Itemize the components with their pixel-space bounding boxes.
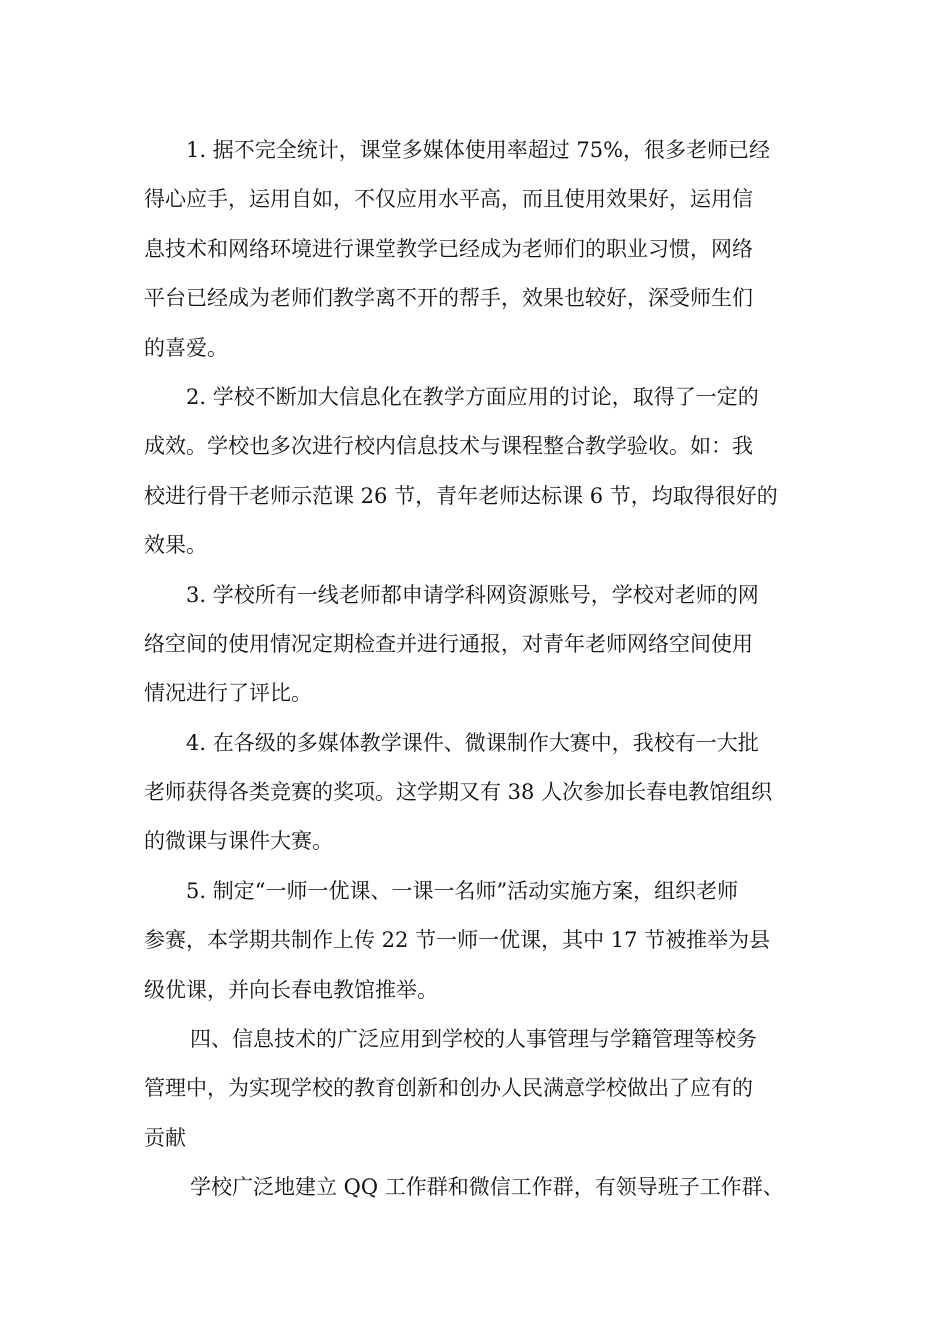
document-page — [144, 126, 808, 1213]
paragraph-line: 2. 学校不断加大信息化在教学方面应用的讨论，取得了一定的 — [186, 384, 759, 409]
paragraph-line: 得心应手，运用自如，不仅应用水平高，而且使用效果好，运用信 — [144, 187, 753, 212]
paragraph-2 — [144, 373, 808, 571]
section-heading-4 — [144, 1015, 808, 1163]
paragraph-line: 3. 学校所有一线老师都申请学科网资源账号，学校对老师的网 — [186, 582, 759, 607]
paragraph-line: 四、信息技术的广泛应用到学校的人事管理与学籍管理等校务 — [190, 1027, 757, 1052]
paragraph-1 — [144, 126, 808, 373]
paragraph-line: 校进行骨干老师示范课 26 节，青年老师达标课 6 节，均取得很好的 — [144, 483, 778, 508]
paragraph-line: 平台已经成为老师们教学离不开的帮手，效果也较好，深受师生们 — [144, 286, 753, 311]
paragraph-line: 参赛，本学期共制作上传 22 节一师一优课，其中 17 节被推举为县 — [144, 928, 771, 953]
paragraph-line: 贡献 — [144, 1125, 186, 1150]
paragraph-line: 级优课，并向长春电教馆推举。 — [144, 977, 438, 1002]
paragraph-line: 老师获得各类竞赛的奖项。这学期又有 38 人次参加长春电教馆组织 — [144, 780, 773, 805]
paragraph-line: 的喜爱。 — [144, 335, 228, 360]
paragraph-line: 效果。 — [144, 533, 207, 558]
paragraph-4 — [144, 719, 808, 867]
paragraph-line: 络空间的使用情况定期检查并进行通报，对青年老师网络空间使用 — [144, 631, 753, 656]
paragraph-line: 息技术和网络环境进行课堂教学已经成为老师们的职业习惯，网络 — [144, 236, 753, 261]
paragraph-line: 4. 在各级的多媒体教学课件、微课制作大赛中，我校有一大批 — [186, 730, 759, 755]
paragraph-3 — [144, 571, 808, 719]
paragraph-5 — [144, 867, 808, 1015]
paragraph-line: 的微课与课件大赛。 — [144, 829, 333, 854]
paragraph-line: 学校广泛地建立 QQ 工作群和微信工作群，有领导班子工作群、 — [190, 1175, 784, 1200]
paragraph-line: 5. 制定“一师一优课、一课一名师”活动实施方案，组织老师 — [186, 878, 739, 903]
paragraph-line: 管理中，为实现学校的教育创新和创办人民满意学校做出了应有的 — [144, 1076, 753, 1101]
paragraph-7 — [144, 1163, 808, 1212]
paragraph-line: 成效。学校也多次进行校内信息技术与课程整合教学验收。如：我 — [144, 434, 753, 459]
paragraph-line: 1. 据不完全统计，课堂多媒体使用率超过 75%，很多老师已经 — [186, 138, 771, 162]
paragraph-line: 情况进行了评比。 — [144, 681, 312, 706]
